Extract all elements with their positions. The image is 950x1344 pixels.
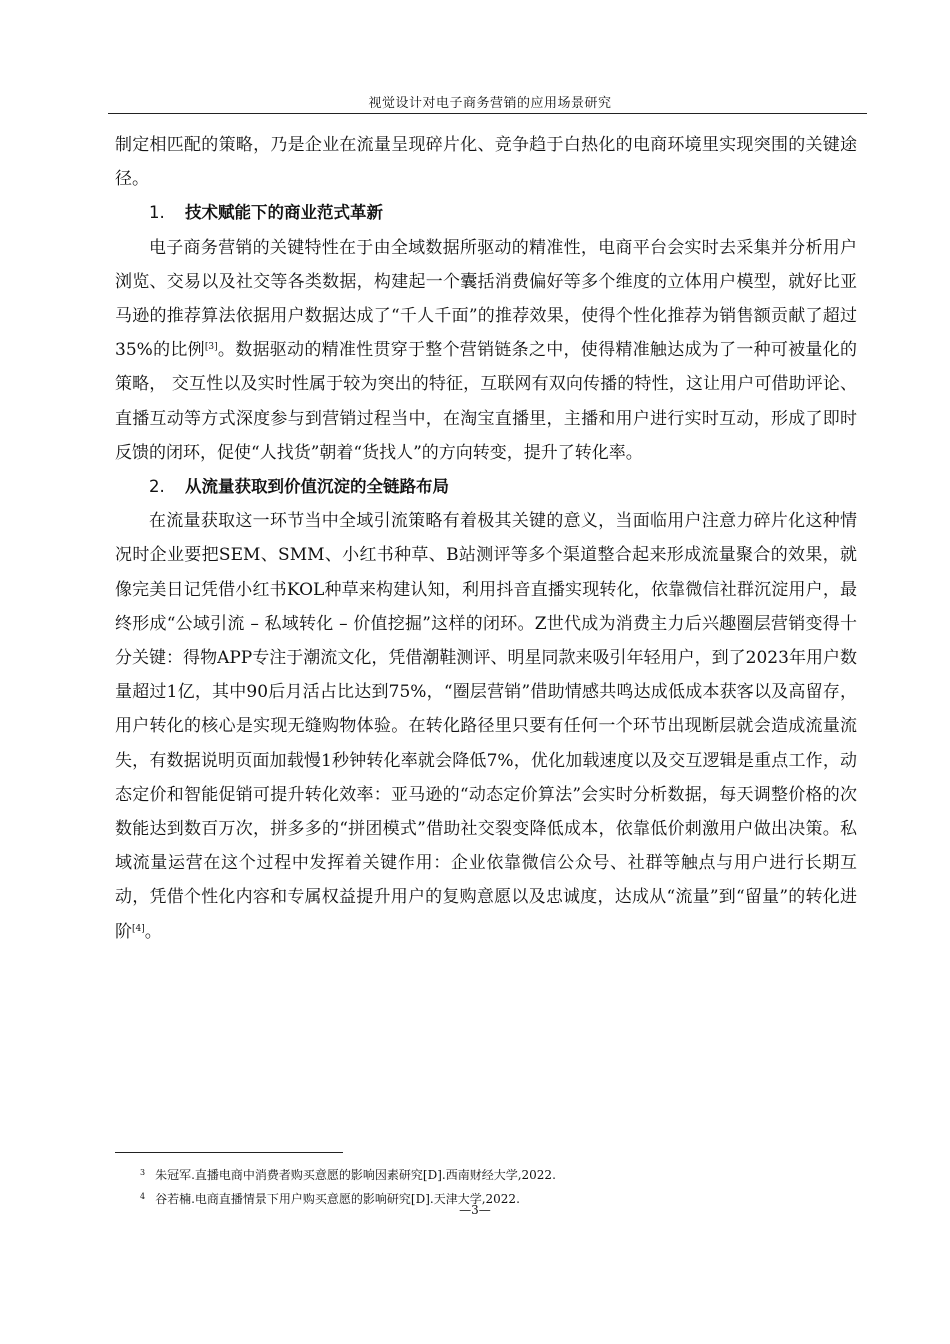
body-text [115,128,857,949]
footnote-text: 朱冠军.直播电商中消费者购买意愿的影响因素研究[D].西南财经大学,2022. [155,1168,556,1182]
section-heading-1 [115,196,857,230]
section-title: 从流量获取到价值沉淀的全链路布局 [185,477,449,497]
footnote-separator [115,1152,343,1153]
running-header: 视觉设计对电子商务营销的应用场景研究 [368,96,612,111]
footnote-mark: 4 [140,1192,146,1201]
paragraph-text: 在流量获取这一环节当中全域引流策略有着极其关键的意义，当面临用户注意力碎片化这种情况时企业要把SEM、SMM、小红书种草、B站测评等多个渠道整合起来形成流量聚合的效果，就像完美日记凭借小红书KOL种草来构建认知，利用抖音直播实现转化，依靠微信社群沉淀用户，最终形成“公域引流 – 私域转化 – 价值挖掘”这样的闭环。Z世代成为消费主力后兴趣圈层营销变得十分关键：得物APP专注于潮流文化，凭借潮鞋测评、明星同款来吸引年轻用户，到了2023年用户数量超过1亿，其中90后月活占比达到75%，“圈层营销”借助情感共鸣达成低成本获客以及高留存， 用户转化的核心是实现无缝购物体验。在转化路径里只要有任何一个环节出现断层就会造成流量流失，有数据说明页面加载慢1秒钟转化率就会降低7%，优化加载速度以及交互逻辑是重点工作，动态定价和智能促销可提升转化效率：亚马逊的“动态定价算法”会实时分析数据，每天调整价格的次数能达到数百万次，拼多多的“拼团模式”借助社交裂变降低成本，依靠低价刺激用户做出决策。私域流量运营在这个过程中发挥着关键作用：企业依靠微信公众号、社群等触点与用户进行长期互动，凭借个性化内容和专属权益提升用户的复购意愿以及忠诚度，达成从“流量”到“留量”的转化进阶 [115,511,857,942]
header-rule [108,113,867,114]
citation-ref-4[interactable]: [4] [132,923,145,934]
paragraph-text: 电子商务营销的关键特性在于由全域数据所驱动的精准性，电商平台会实时去采集并分析用户浏览、交易以及社交等各类数据，构建起一个囊括消费偏好等多个维度的立体用户模型，就好比亚马逊的推荐算法依据用户数据达成了“千人千面”的推荐效果，使得个性化推荐为销售额贡献了超过35%的比例 [115,237,857,361]
footnote-item [140,1162,840,1186]
section-number: 1. [149,203,165,223]
section-heading-2 [115,470,857,504]
footnote-mark: 3 [140,1168,146,1177]
citation-ref-3[interactable]: [3] [204,342,218,353]
paragraph-full-chain [115,504,857,949]
paragraph-tech-empowerment [115,231,857,470]
page-number: —3— [459,1203,491,1217]
paragraph-text: 。数据驱动的精准性贯穿于整个营销链条之中，使得精准触达成为了一种可被量化的策略， 交互性以及实时性属于较为突出的特征，互联网有双向传播的特性，这让用户可借助评论、直播互动等方式深度参与到营销过程当中，在淘宝直播里，主播和用户进行实时互动，形成了即时反馈的闭环，促使“人找货”朝着“货找人”的方向转变，提升了转化率。 [115,340,857,463]
paragraph-text: 。 [144,921,162,942]
section-title: 技术赋能下的商业范式革新 [185,203,383,223]
paragraph-continuation: 制定相匹配的策略，乃是企业在流量呈现碎片化、竞争趋于白热化的电商环境里实现突围的关键途径。 [115,135,857,190]
section-number: 2. [149,477,165,497]
footnote-text: 谷若楠.电商直播情景下用户购买意愿的影响研究[D].天津大学,2022. [155,1192,520,1206]
